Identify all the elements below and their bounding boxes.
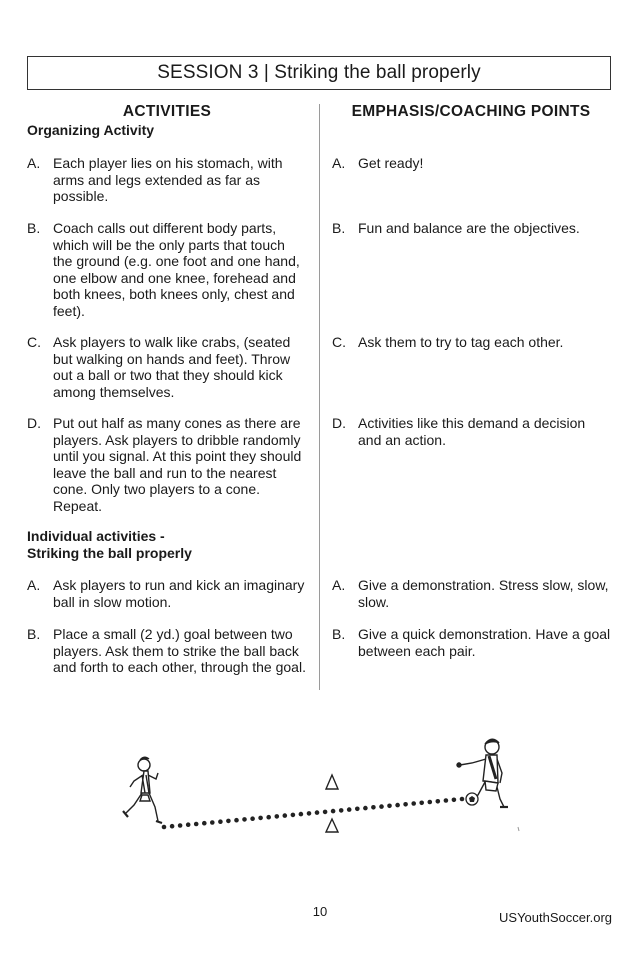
item-letter: A.	[27, 155, 41, 171]
path-dot	[275, 814, 280, 819]
path-dot	[242, 817, 247, 822]
path-dot	[339, 808, 344, 813]
item-letter: B.	[27, 626, 41, 642]
coaching-point-text: Get ready!	[358, 155, 424, 171]
cone-icon	[326, 819, 338, 832]
activities-heading: ACTIVITIES	[122, 103, 212, 120]
path-dot	[210, 820, 215, 825]
path-dot	[266, 815, 271, 820]
path-dot	[452, 798, 457, 803]
path-dot	[226, 819, 231, 824]
path-dot	[371, 805, 376, 810]
item-letter: D.	[27, 415, 41, 431]
path-dot	[387, 804, 392, 809]
path-dot	[202, 821, 207, 826]
path-dot	[162, 825, 167, 830]
path-dot	[299, 812, 304, 817]
path-dot	[460, 797, 465, 802]
activity-text: Each player lies on his stomach, with arms and legs extended as far as possible.	[53, 155, 283, 205]
path-dot	[428, 800, 433, 805]
individual-heading-line2: Striking the ball properly	[27, 545, 192, 561]
path-dot	[258, 816, 263, 821]
path-dot	[395, 803, 400, 808]
individual-heading-line1: Individual activities -	[27, 528, 165, 544]
path-dot	[283, 813, 288, 818]
path-dot	[234, 818, 239, 823]
path-dot	[250, 816, 255, 821]
path-dot	[194, 822, 199, 827]
coaching-point-text: Activities like this demand a decision and an action.	[358, 415, 586, 448]
column-divider	[319, 104, 320, 690]
item-letter: A.	[27, 577, 41, 593]
item-letter: D.	[332, 415, 346, 431]
passing-drill-illustration	[100, 735, 530, 845]
coaching-point-text: Give a quick demonstration. Have a goal between each pair.	[358, 626, 611, 659]
path-dot	[436, 799, 441, 804]
path-dot	[347, 807, 352, 812]
left-player-figure	[123, 757, 162, 823]
path-dot	[419, 801, 424, 806]
page-number: 10	[312, 904, 328, 919]
path-dot	[355, 807, 360, 812]
item-letter: B.	[27, 220, 41, 236]
path-dot	[403, 802, 408, 807]
coaching-point-text: Ask them to try to tag each other.	[358, 334, 564, 350]
coaching-point-text: Give a demonstration. Stress slow, slow, slow.	[358, 577, 609, 610]
activity-text: Coach calls out different body parts, which will be the only parts that touch the ground (e.g. one foot and one hand, one elbow and one knee, forehead and both knees, both knees only, chest and feet).	[53, 220, 300, 319]
path-dot	[379, 804, 384, 809]
path-dot	[291, 813, 296, 818]
right-player-figure	[457, 739, 508, 807]
path-dot	[411, 801, 416, 806]
activity-text: Ask players to walk like crabs, (seated but walking on hands and feet). Throw out a ball or two that they should kick among themselves.	[53, 334, 291, 400]
path-dot	[307, 811, 312, 816]
session-title: SESSION 3 | Striking the ball properly	[27, 56, 611, 90]
item-letter: C.	[27, 334, 41, 350]
path-dot	[186, 822, 191, 827]
coaching-points-heading: EMPHASIS/COACHING POINTS	[351, 103, 591, 120]
path-dot	[323, 810, 328, 815]
website-url: USYouthSoccer.org	[499, 910, 612, 925]
ball-path-dots	[162, 797, 465, 830]
activity-text: Ask players to run and kick an imaginary ball in slow motion.	[53, 577, 305, 610]
path-dot	[178, 823, 183, 828]
path-dot	[331, 809, 336, 814]
individual-activities-heading	[27, 528, 192, 562]
activity-text: Place a small (2 yd.) goal between two players. Ask them to strike the ball back and forth to each other, through the goal.	[53, 626, 306, 676]
item-letter: A.	[332, 577, 346, 593]
path-dot	[444, 798, 449, 803]
path-dot	[170, 824, 175, 829]
coaching-point-text: Fun and balance are the objectives.	[358, 220, 580, 236]
path-dot	[315, 810, 320, 815]
path-dot	[363, 806, 368, 811]
path-dot	[218, 819, 223, 824]
item-letter: B.	[332, 220, 346, 236]
soccer-ball-icon	[466, 793, 478, 805]
item-letter: A.	[332, 155, 346, 171]
item-letter: B.	[332, 626, 346, 642]
ground-mark	[518, 827, 519, 831]
item-letter: C.	[332, 334, 346, 350]
organizing-activity-heading: Organizing Activity	[27, 122, 155, 138]
cone-icon	[326, 775, 338, 789]
activity-text: Put out half as many cones as there are players. Ask players to dribble randomly until you signal. At this point they should leave the ball and run to the nearest cone. Only two players to a cone. Repeat.	[53, 415, 302, 514]
